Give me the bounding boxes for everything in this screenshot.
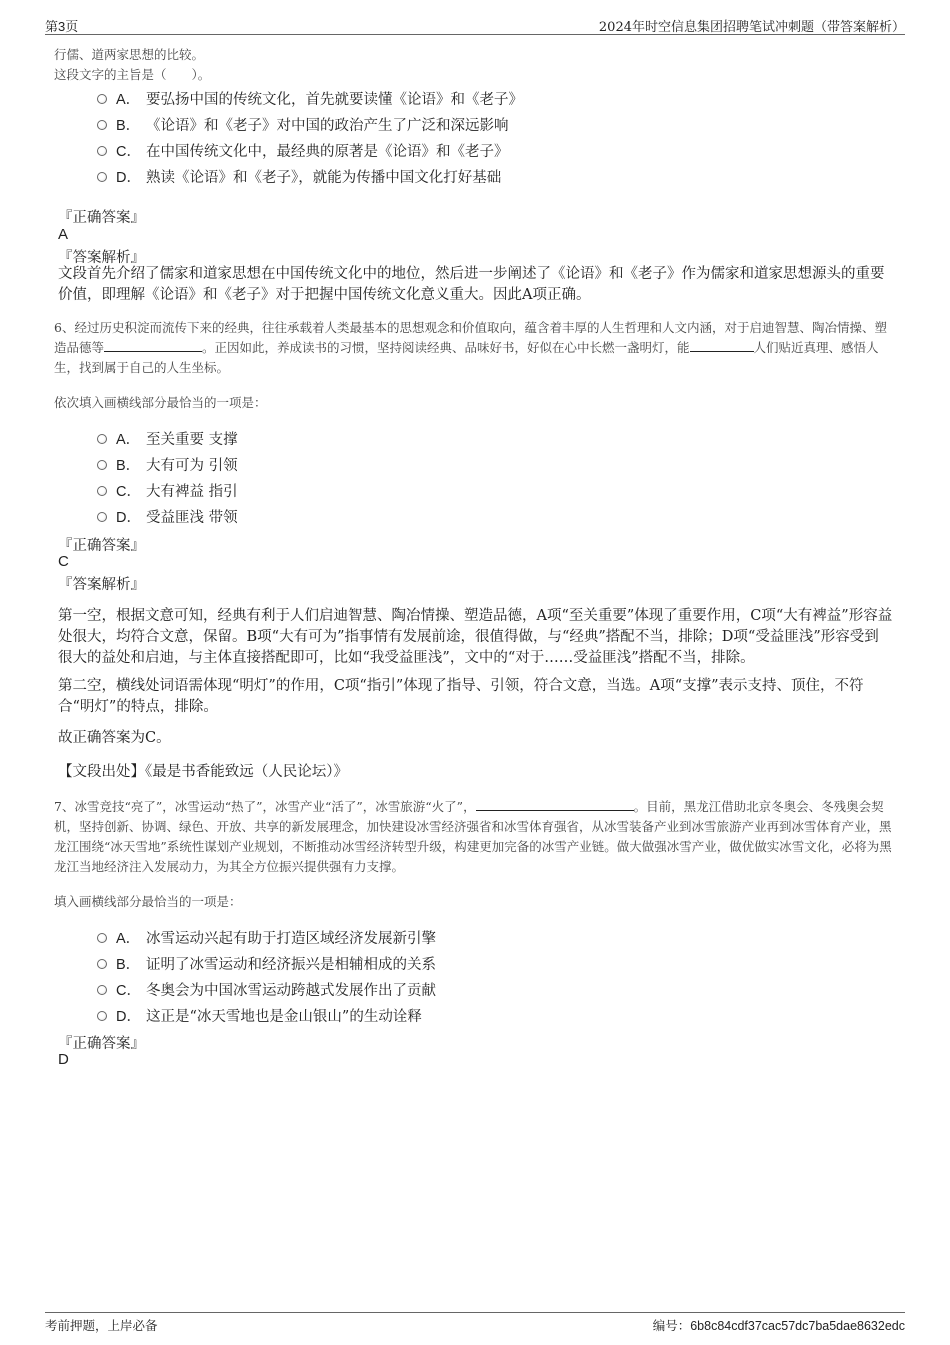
q5-answer-label: 『正确答案』 [58, 210, 145, 226]
radio-icon[interactable] [97, 985, 107, 995]
q5-question: 这段文字的主旨是（ ）。 [54, 67, 211, 82]
radio-icon[interactable] [97, 460, 107, 470]
q6-option-c[interactable]: C． 大有裨益 指引 [97, 480, 238, 500]
radio-icon[interactable] [97, 933, 107, 943]
q6-analysis-label: 『答案解析』 [58, 577, 145, 593]
document-title: 2024年时空信息集团招聘笔试冲刺题（带答案解析） [598, 20, 905, 35]
radio-icon[interactable] [97, 94, 107, 104]
document-id: 编号：6b8c84cdf37cac57dc7ba5dae8632edc [652, 1318, 905, 1333]
q6-question: 依次填入画横线部分最恰当的一项是： [54, 395, 267, 410]
q7-option-b[interactable]: B． 证明了冰雪运动和经济振兴是相辅相成的关系 [97, 953, 436, 973]
page-footer [45, 1312, 905, 1335]
radio-icon[interactable] [97, 434, 107, 444]
page-header [45, 14, 905, 35]
q5-analysis-label: 『答案解析』 [58, 250, 145, 266]
radio-icon[interactable] [97, 959, 107, 969]
q7-stem: 7、冰雪竞技“亮了”，冰雪运动“热了”，冰雪产业“活了”，冰雪旅游“火了”， 。目前，黑龙江借助北京冬奥会、冬残奥会契机，坚持创新、协调、绿色、开放、共享的新发展理念，加快建设冰雪经济强省和冰雪体育强省，从冰雪装备产业到冰雪旅游产业再到冰雪体育产业，黑龙江围绕“冰天雪地”系统性谋划产业规划，不断推动冰雪经济转型升级，构建更加完备的冰雪产业链。做大做强冰雪产业，做优做实冰雪文化，必将为黑龙江当地经济注入发展动力，为其全方位振兴提供强有力支撑。 [54, 799, 892, 874]
q6-answer-label: 『正确答案』 [58, 538, 145, 554]
q6-answer: C [58, 553, 69, 570]
q7-option-c[interactable]: C． 冬奥会为中国冰雪运动跨越式发展作出了贡献 [97, 979, 436, 999]
q5-option-d[interactable]: D． 熟读《论语》和《老子》，就能为传播中国文化打好基础 [97, 166, 501, 186]
blank-1 [104, 338, 202, 352]
q6-analysis-p3: 故正确答案为C。 [58, 730, 171, 746]
radio-icon[interactable] [97, 120, 107, 130]
q5-analysis: 文段首先介绍了儒家和道家思想在中国传统文化中的地位，然后进一步阐述了《论语》和《老子》作为儒家和道家思想源头的重要价值，即理解《论语》和《老子》对于把握中国传统文化意义重大。因此A项正确。 [58, 266, 885, 303]
footer-slogan: 考前押题，上岸必备 [45, 1318, 158, 1333]
radio-icon[interactable] [97, 512, 107, 522]
q6-option-d[interactable]: D． 受益匪浅 带领 [97, 506, 238, 526]
q5-option-b[interactable]: B． 《论语》和《老子》对中国的政治产生了广泛和深远影响 [97, 114, 509, 134]
radio-icon[interactable] [97, 486, 107, 496]
blank-3 [476, 797, 634, 811]
q5-stem-tail: 行儒、道两家思想的比较。 [54, 47, 205, 62]
q6-stem: 6、经过历史积淀而流传下来的经典，往往承载着人类最基本的思想观念和价值取向，蕴含着丰厚的人生哲理和人文内涵，对于启迪智慧、陶冶情操、塑造品德等 。正因如此，养成读书的习惯，坚持阅读经典、品味好书，好似在心中长燃一盏明灯，能 人们贴近真理、感悟人生，找到属于自己的人生坐标。 [54, 320, 887, 375]
q5-option-c[interactable]: C． 在中国传统文化中，最经典的原著是《论语》和《老子》 [97, 140, 509, 160]
q5-answer: A [58, 226, 69, 243]
blank-2 [690, 338, 754, 352]
q6-option-a[interactable]: A． 至关重要 支撑 [97, 428, 238, 448]
page-number: 第3页 [45, 19, 79, 34]
q6-analysis-p1: 第一空，根据文意可知，经典有利于人们启迪智慧、陶冶情操、塑造品德，A项“至关重要”体现了重要作用，C项“大有裨益”形容益处很大，均符合文意，保留。B项“大有可为”指事情有发展前途，很值得做，与“经典”搭配不当，排除；D项“受益匪浅”形容受到很大的益处和启迪，与主体直接搭配即可，比如“我受益匪浅”，文中的“对于……受益匪浅”搭配不当，排除。 [58, 608, 893, 666]
radio-icon[interactable] [97, 1011, 107, 1021]
radio-icon[interactable] [97, 172, 107, 182]
q7-option-a[interactable]: A． 冰雪运动兴起有助于打造区域经济发展新引擎 [97, 927, 436, 947]
q6-analysis-p2: 第二空，横线处词语需体现“明灯”的作用，C项“指引”体现了指导、引领，符合文意，当选。A项“支撑”表示支持、顶住，不符合“明灯”的特点，排除。 [58, 678, 864, 715]
q6-option-b[interactable]: B． 大有可为 引领 [97, 454, 238, 474]
q7-question: 填入画横线部分最恰当的一项是： [54, 894, 242, 909]
q7-answer-label: 『正确答案』 [58, 1036, 145, 1052]
radio-icon[interactable] [97, 146, 107, 156]
q7-answer: D [58, 1051, 69, 1068]
q6-source: 【文段出处】《最是书香能致远（人民论坛）》 [58, 764, 348, 780]
q7-option-d[interactable]: D． 这正是“冰天雪地也是金山银山”的生动诠释 [97, 1005, 422, 1025]
q5-option-a[interactable]: A． 要弘扬中国的传统文化，首先就要读懂《论语》和《老子》 [97, 88, 523, 108]
